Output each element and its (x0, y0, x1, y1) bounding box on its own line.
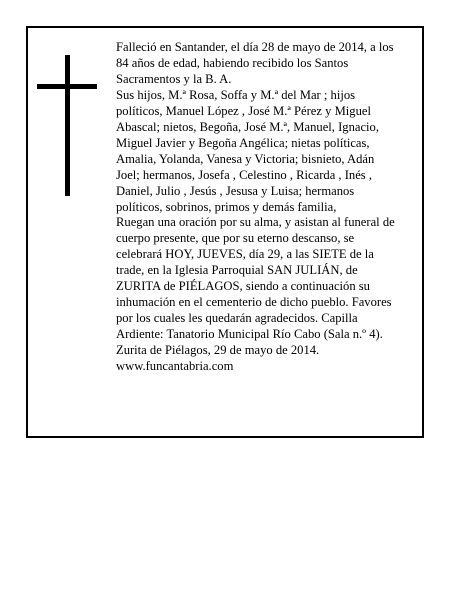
cross-icon-horizontal-bar (37, 84, 97, 89)
notice-line: por los cuales les quedarán agradecidos. Capilla (116, 311, 358, 326)
obituary-text (116, 40, 416, 375)
notice-line: Ardiente: Tanatorio Municipal Río Cabo (Sala n.º 4). (116, 327, 383, 342)
website-link: www.funcantabria.com (116, 359, 234, 374)
notice-line: cuerpo presente, que por su eterno descanso, se (116, 231, 355, 246)
notice-line: Daniel, Julio , Jesús , Jesusa y Luisa; hermanos (116, 183, 355, 198)
notice-line: 84 años de edad, habiendo recibido los Santos (116, 55, 349, 70)
notice-line: Zurita de Piélagos, 29 de mayo de 2014. (116, 343, 320, 358)
notice-line: Miguel Javier y Begoña Angélica; nietas políticas, (116, 135, 370, 150)
notice-line: políticos, Manuel López , José M.ª Pérez y Miguel (116, 103, 371, 118)
notice-line: Falleció en Santander, el día 28 de mayo de 2014, a los (116, 40, 394, 54)
notice-line: Sus hijos, M.ª Rosa, Soffa y M.ª del Mar ; hijos (116, 87, 356, 102)
notice-line: Amalia, Yolanda, Vanesa y Victoria; bisnieto, Adán (116, 151, 375, 166)
notice-line: Ruegan una oración por su alma, y asistan al funeral de (116, 215, 395, 230)
notice-line: ZURITA de PIÉLAGOS, siendo a continuación su (116, 279, 370, 294)
notice-line: Sacramentos y la B. A. (116, 71, 232, 86)
cross-icon-vertical-bar (65, 55, 70, 196)
notice-line: inhumación en el cementerio de dicho pueblo. Favores (116, 295, 392, 310)
notice-line: celebrará HOY, JUEVES, día 29, a las SIETE de la (116, 247, 374, 262)
notice-line: trade, en la Iglesia Parroquial SAN JULIÁN, de (116, 263, 358, 278)
notice-line: políticos, sobrinos, primos y demás familia, (116, 199, 337, 214)
notice-line: Joel; hermanos, Josefa , Celestino , Ricarda , Inés , (116, 167, 373, 182)
notice-line: Abascal; nietos, Begoña, José M.ª, Manuel, Ignacio, (116, 119, 379, 134)
